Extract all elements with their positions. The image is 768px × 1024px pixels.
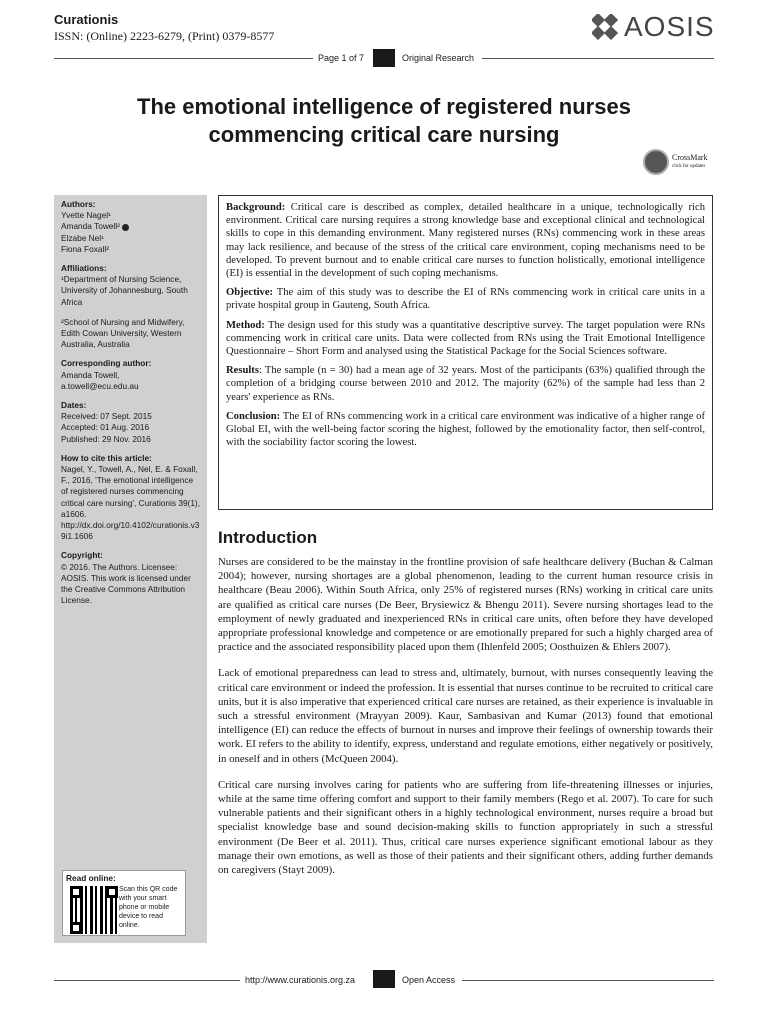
corresponding-group <box>61 358 200 392</box>
authors-heading: Authors: <box>61 199 96 209</box>
abstract-box <box>218 195 713 510</box>
footer-rule-left <box>54 980 240 981</box>
footer-url[interactable]: http://www.curationis.org.za <box>245 975 356 985</box>
intro-paragraph-1: Nurses are considered to be the mainstay in the frontline provision of safe healthcare delivery (Buchan & Calman 2004); however, nursing shortages are a global phenomenon, leading to the current human resource crisis in healthcare (Beau 2006). Within South Africa, only 25% of registered nurses (RNs) working in critical care units are qualified as critical care nurses (De Beer, Brysiewicz & Bhengu 2011). Severe nursing shortages lead to the employment of newly graduated and inexperienced RNs in critical care units, often before they have developed appropriate professional knowledge and competence or are emotionally prepared for such a highly charged area of practice and the associated responsibility placed upon them (Ihlenfeld 2005; Oosthuizen & Ehlers 2007). <box>218 556 713 654</box>
affiliations-group <box>61 263 200 350</box>
corresponding-heading: Corresponding author: <box>61 358 152 369</box>
read-online-box <box>62 870 186 936</box>
journal-name: Curationis <box>54 12 119 27</box>
author-item: Elzabe Nel¹ <box>61 232 104 243</box>
title-line-1: The emotional intelligence of registered nurses <box>137 94 631 119</box>
authors-group <box>61 199 200 255</box>
date-accepted: Accepted: 01 Aug. 2016 <box>61 422 150 433</box>
publisher-logo <box>592 12 722 42</box>
citation-text: Nagel, Y., Towell, A., Nel, E. & Foxall, F., 2016, 'The emotional intelligence of registered nurses commencing critical care nursing', Curationis 39(1), a1606. http://dx.doi.org/10.4102/curationis.v39i1.1606 <box>61 464 200 542</box>
abstract-objective: Objective: The aim of this study was to describe the EI of RNs commencing work in critical care units in a private hospital group in Gauteng, South Africa. <box>226 287 705 312</box>
dates-heading: Dates: <box>61 400 87 411</box>
header-rule-left <box>54 58 313 59</box>
title-line-2: commencing critical care nursing <box>208 122 560 147</box>
crossmark-name: CrossMark <box>672 153 708 162</box>
read-online-heading: Read online: <box>66 873 116 883</box>
publisher-name: AOSIS <box>624 11 715 42</box>
copyright-text: © 2016. The Authors. Licensee: AOSIS. This work is licensed under the Creative Commons Attribution License. <box>61 561 191 606</box>
author-item: Amanda Towell² <box>61 221 200 232</box>
page-number: Page 1 of 7 <box>318 53 365 63</box>
footer-block <box>373 970 395 988</box>
qr-code-icon[interactable] <box>70 886 118 934</box>
affiliations-heading: Affiliations: <box>61 263 107 274</box>
affiliation-1: ¹Department of Nursing Science, University of Johannesburg, South Africa <box>61 274 188 307</box>
aosis-logo-icon <box>592 14 618 40</box>
intro-paragraph-3: Critical care nursing involves caring for patients who are suffering from life-threatening illnesses or injuries, while at the same time offering comfort and support to their family members (Rego et al. 2007). To care for such vulnerable patients and their significant others in a highly technological environment, nurses require a broad but specialist knowledge base and sound decision-making skills to function appropriately in such a stressful environment (De Beer et al. 2011). Thus, critical care nurses experience significant emotional labour as they manage their own emotions, as well as those of their patients and their significant others, adding further demands on caregivers (Stayt 2009). <box>218 778 713 877</box>
author-item: Fiona Foxall² <box>61 243 109 254</box>
citation-group <box>61 453 200 543</box>
issn: ISSN: (Online) 2223-6279, (Print) 0379-8577 <box>54 29 275 43</box>
introduction-body <box>218 555 713 889</box>
crossmark-tagline: click for updates <box>672 164 706 169</box>
affiliation-2: ²School of Nursing and Midwifery, Edith Cowan University, Western Australia, Australia <box>61 316 185 350</box>
date-received: Received: 07 Sept. 2015 <box>61 411 152 422</box>
copyright-group <box>61 550 200 606</box>
read-online-text: Scan this QR code with your smart phone or mobile device to read online. <box>119 886 178 929</box>
header-block <box>373 49 395 67</box>
citation-heading: How to cite this article: <box>61 452 152 463</box>
corresponding-email[interactable]: a.towell@ecu.edu.au <box>61 380 139 391</box>
copyright-heading: Copyright: <box>61 550 103 561</box>
abstract-results: Results: The sample (n = 30) had a mean age of 32 years. Most of the participants (63%) qualified through the completion of a bridging course between 2010 and 2012. The majority (62%) of the sample had less than 2 years' experience as RNs. <box>226 365 705 403</box>
article-info-sidebar <box>54 195 207 943</box>
abstract-conclusion: Conclusion: The EI of RNs commencing work in a critical care environment was indicative of a higher range of Global EI, with the well-being factor scoring the highest, followed by the emotionality factor, then self-control, with the sociability factor scoring the lowest. <box>226 410 705 449</box>
author-item: Yvette Nagel¹ <box>61 210 111 221</box>
dates-group <box>61 400 200 445</box>
footer-access: Open Access <box>402 975 456 985</box>
abstract-background: Background: Critical care is described as complex, detailed healthcare in a unique, technologically rich environment. Critical care nursing requires a strong knowledge base and exceptional clinical and technological skills to cope in this demanding environment. Many registered nurses (RNs) commencing work in these areas may lack resilience, and because of the stress of the critical care environment, coping mechanisms need to be developed. To prevent burnout and to enable critical care nurses to function holistically, emotional intelligence (EI) is essential in the development of such coping mechanisms. <box>226 202 705 280</box>
crossmark-badge[interactable] <box>643 147 723 177</box>
header-rule-right <box>482 58 714 59</box>
article-type: Original Research <box>402 53 475 63</box>
corresponding-name: Amanda Towell, <box>61 369 120 380</box>
introduction-heading: Introduction <box>218 528 318 547</box>
crossmark-icon <box>643 149 669 175</box>
article-title <box>54 93 714 149</box>
orcid-icon[interactable] <box>122 224 129 231</box>
date-published: Published: 29 Nov. 2016 <box>61 433 151 444</box>
abstract-method: Method: The design used for this study was a quantitative descriptive survey. The target population were RNs commencing work in critical care units. Data were collected from RNs using the Trait Emotional Intelligence Questionnaire – Short Form and analysed using the Statistical Package for the Social Sciences software. <box>226 319 705 358</box>
intro-paragraph-2: Lack of emotional preparedness can lead to stress and, ultimately, burnout, with nurses consequently leaving the critical care environment or indeed the profession. It is essential that nurses continue to be recruited to critical care units, but it is also imperative that experienced critical care nurses are retained, as their experience is invaluable in such a stressful environment (Mrayyan 2009). Kaur, Sambasivan and Kumar (2013) found that emotional intelligence (EI) can reduce the effects of burnout in nurses and improve their feelings of ownership towards their work. EI refers to the ability to identify, express, understand and regulate emotions, either negatively or positively, in oneself and in others (McQueen 2004). <box>218 667 713 765</box>
footer-rule-right <box>462 980 714 981</box>
